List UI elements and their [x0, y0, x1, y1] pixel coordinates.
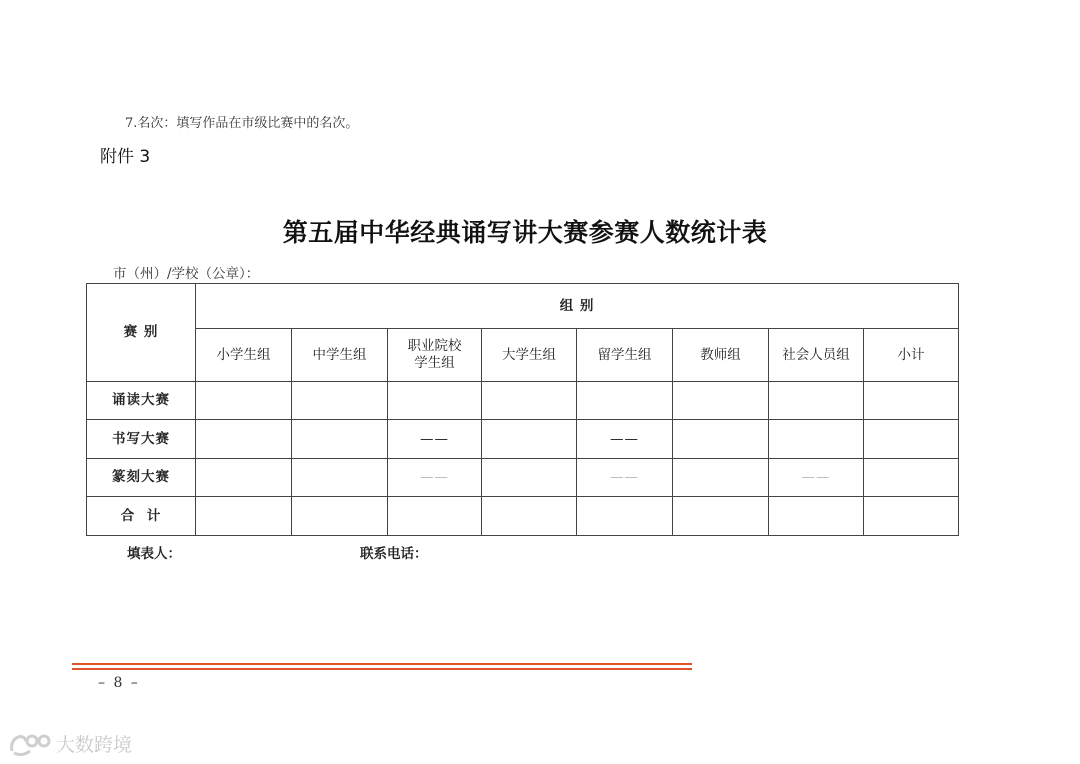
table-row — [87, 459, 959, 497]
column-header: 职业院校 学生组 — [388, 329, 482, 382]
group-header: 组 别 — [196, 284, 959, 329]
unit-label: 市（州）/学校（公章）： — [113, 266, 260, 282]
watermark — [8, 730, 132, 757]
row-label: 书写大赛 — [87, 420, 196, 459]
row-label: 篆刻大赛 — [87, 459, 196, 497]
column-header: 社会人员组 — [769, 329, 864, 382]
watermark-text: 大数跨境 — [56, 734, 133, 756]
phone-label: 联系电话： — [360, 546, 428, 562]
table-cell[interactable] — [482, 382, 577, 420]
table-cell[interactable] — [292, 382, 388, 420]
table-cell[interactable] — [864, 459, 959, 497]
page-title: 第五届中华经典诵写讲大赛参赛人数统计表 — [282, 218, 768, 247]
table-cell[interactable]: —— — [577, 420, 673, 459]
table-cell[interactable] — [673, 459, 769, 497]
row-label: 合 计 — [87, 497, 196, 536]
table-cell[interactable]: —— — [388, 420, 482, 459]
table-cell[interactable] — [769, 497, 864, 536]
filler-label: 填表人： — [127, 546, 181, 562]
corner-header: 赛 别 — [87, 284, 196, 382]
table-cell[interactable] — [673, 382, 769, 420]
table-row — [87, 420, 959, 459]
table-cell[interactable] — [196, 382, 292, 420]
table-cell[interactable] — [292, 420, 388, 459]
table-cell[interactable] — [864, 420, 959, 459]
table-cell[interactable] — [577, 497, 673, 536]
column-header: 中学生组 — [292, 329, 388, 382]
table-cell[interactable] — [196, 497, 292, 536]
table-cell[interactable] — [482, 497, 577, 536]
attachment-label: 附件 3 — [100, 147, 151, 167]
column-header: 教师组 — [673, 329, 769, 382]
table-cell[interactable] — [673, 420, 769, 459]
table-cell[interactable] — [292, 497, 388, 536]
footer-rule-top — [72, 663, 692, 665]
table-cell[interactable] — [482, 459, 577, 497]
table-cell[interactable] — [292, 459, 388, 497]
column-header: 小计 — [864, 329, 959, 382]
page-number: – 8 – — [98, 675, 140, 691]
note-line: 7.名次：填写作品在市级比赛中的名次。 — [125, 116, 359, 131]
column-header: 大学生组 — [482, 329, 577, 382]
stats-table — [86, 283, 959, 536]
column-header: 小学生组 — [196, 329, 292, 382]
table-cell[interactable]: —— — [388, 459, 482, 497]
table-cell[interactable] — [388, 382, 482, 420]
table-cell[interactable] — [577, 382, 673, 420]
footer-rule-bottom — [72, 668, 692, 670]
column-header: 留学生组 — [577, 329, 673, 382]
table-cell[interactable] — [673, 497, 769, 536]
table-cell[interactable]: —— — [577, 459, 673, 497]
table-cell[interactable] — [769, 382, 864, 420]
table-cell[interactable] — [769, 420, 864, 459]
table-row — [87, 382, 959, 420]
table-row — [87, 497, 959, 536]
table-cell[interactable] — [196, 459, 292, 497]
table-cell[interactable] — [864, 382, 959, 420]
table-cell[interactable] — [864, 497, 959, 536]
table-cell[interactable] — [388, 497, 482, 536]
table-cell[interactable] — [196, 420, 292, 459]
table-cell[interactable]: —— — [769, 459, 864, 497]
row-label: 诵读大赛 — [87, 382, 196, 420]
table-cell[interactable] — [482, 420, 577, 459]
watermark-logo-icon — [8, 731, 52, 757]
